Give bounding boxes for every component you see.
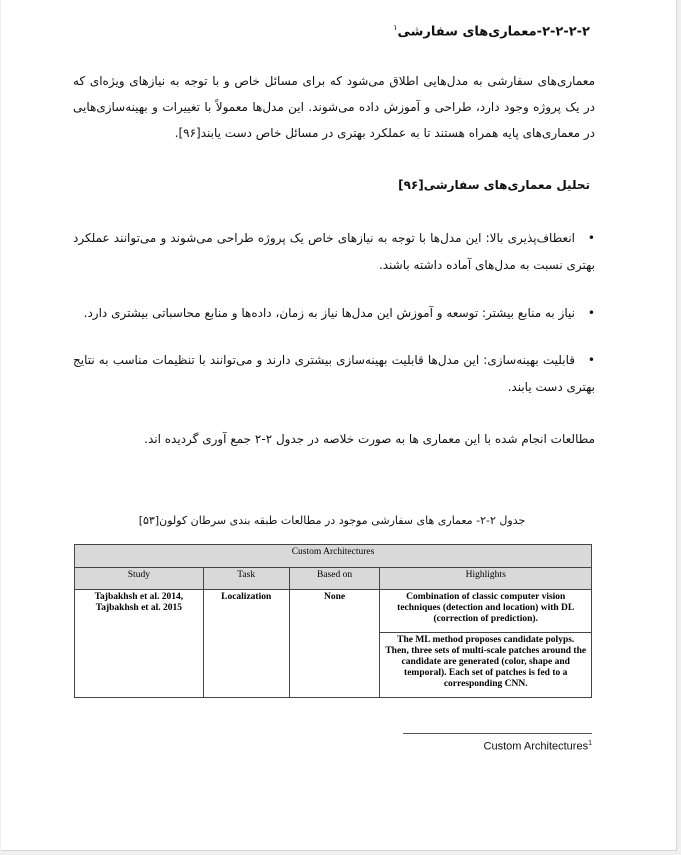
column-header-task: Task <box>203 568 289 590</box>
custom-architectures-table <box>74 544 592 698</box>
analysis-subheading: تحلیل معماری‌های سفارشی[۹۶] <box>398 178 590 192</box>
document-page <box>1 0 677 851</box>
bullet-item <box>73 300 595 327</box>
table-title-row <box>75 545 592 568</box>
intro-paragraph: معماری‌های سفارشی به مدل‌هایی اطلاق می‌شود که برای مسائل خاص و با توجه به نیازهای ویژه‌ای که در یک پروژه وجود دارد، طراحی و آموزش داده می‌شوند. این مدل‌ها معمولاً با تغییرات و بهینه‌سازی‌هایی در معماری‌های پایه همراه هستند تا به عملکرد بهتری در مسائل خاص دست یابند[۹۶]. <box>73 74 595 140</box>
bullet-icon: • <box>587 306 595 320</box>
column-header-study: Study <box>75 568 204 590</box>
bullet-text: انعطاف‌پذیری بالا: این مدل‌ها با توجه به نیازهای خاص یک پروژه طراحی می‌شوند و می‌توانند عملکرد بهتری نسبت به مدل‌های آماده داشته باشند. <box>73 231 595 272</box>
cell-task: Localization <box>203 590 289 698</box>
section-heading-text: ۲-۲-۲-۲-معماری‌های سفارشی <box>397 24 590 40</box>
table-title: Custom Architectures <box>75 545 592 568</box>
table-row <box>75 590 592 633</box>
footnote <box>403 740 592 753</box>
bullet-item <box>73 225 595 279</box>
column-header-highlights: Highlights <box>380 568 592 590</box>
cell-highlight: The ML method proposes candidate polyps. Then, three sets of multi-scale patches around the candidate are generated (color, shape and temporal). Each set of patches is fed to a corresponding CNN. <box>380 633 592 698</box>
cell-study: Tajbakhsh et al. 2014, Tajbakhsh et al. 2015 <box>75 590 204 698</box>
footnote-text: Custom Architectures <box>483 740 589 753</box>
cell-based-on: None <box>289 590 380 698</box>
table-caption: جدول ۲-۲- معماری های سفارشی موجود در مطالعات طبقه بندی سرطان کولون[۵۳] <box>138 514 526 527</box>
footnote-reference: ۱ <box>393 23 398 32</box>
summary-paragraph: مطالعات انجام شده با این معماری ها به صورت خلاصه در جدول ۲-۲ جمع آوری گردیده اند. <box>144 432 595 446</box>
bullet-icon: • <box>587 353 595 367</box>
table-header-row <box>75 568 592 590</box>
footnote-separator <box>403 733 592 734</box>
bullet-text: قابلیت بهینه‌سازی: این مدل‌ها قابلیت بهینه‌سازی بیشتری دارند و می‌توانند با تنظیمات مناسب به نتایج بهتری دست یابند. <box>73 353 595 394</box>
section-heading <box>90 23 590 39</box>
footnote-number: 1 <box>588 740 592 747</box>
bullet-item <box>73 347 595 401</box>
cell-highlight: Combination of classic computer vision techniques (detection and location) with DL (correction of prediction). <box>380 590 592 633</box>
bullet-icon: • <box>587 231 595 245</box>
column-header-based-on: Based on <box>289 568 380 590</box>
bullet-text: نیاز به منابع بیشتر: توسعه و آموزش این مدل‌ها نیاز به زمان، داده‌ها و منابع محاسباتی بیشتری دارد. <box>83 306 575 320</box>
